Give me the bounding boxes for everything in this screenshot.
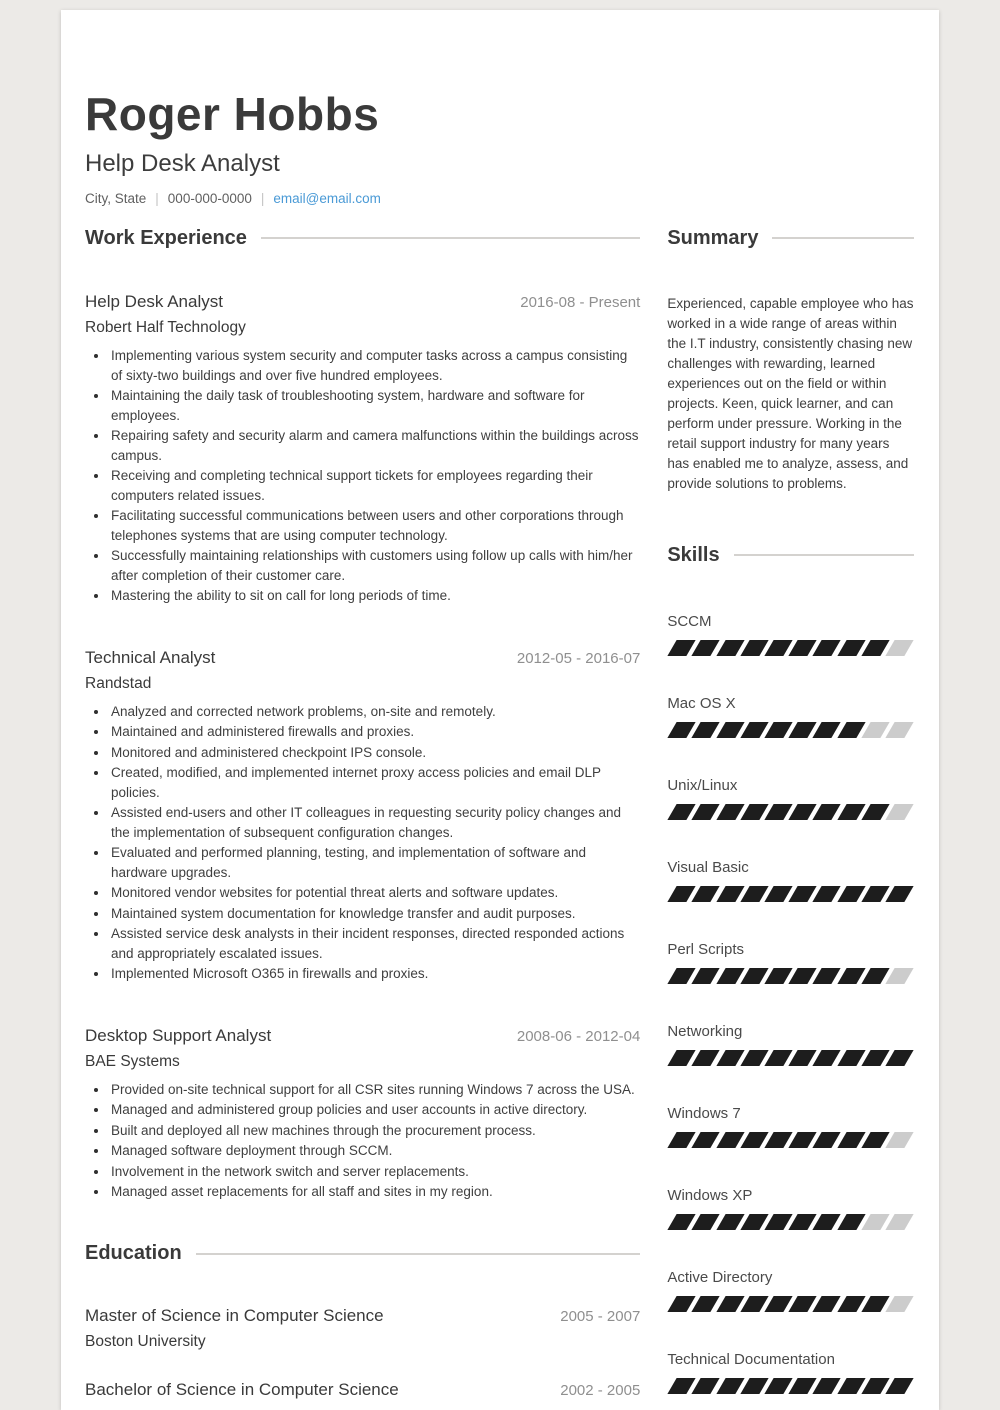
skill-bar-segment bbox=[716, 640, 744, 656]
skill-bar-segment bbox=[837, 640, 865, 656]
bullet-item: Evaluated and performed planning, testing, and implementation of software and hardware upgrades. bbox=[85, 843, 640, 882]
school-name: Boston University bbox=[85, 1332, 206, 1350]
job-header-row bbox=[85, 648, 640, 668]
heading-rule bbox=[772, 237, 914, 239]
skill-item bbox=[667, 1105, 914, 1148]
skill-item bbox=[667, 777, 914, 820]
skill-bar-segment bbox=[837, 968, 865, 984]
skill-item bbox=[667, 1269, 914, 1312]
job-title: Desktop Support Analyst bbox=[85, 1025, 272, 1045]
skill-item bbox=[667, 859, 914, 902]
skill-bar-segment bbox=[813, 1378, 841, 1394]
education-header-row bbox=[85, 1380, 640, 1400]
skill-item bbox=[667, 613, 914, 656]
degree-title: Bachelor of Science in Computer Science bbox=[85, 1379, 399, 1399]
bullet-item: Managed asset replacements for all staff and sites in my region. bbox=[85, 1182, 640, 1202]
skill-bar-segment bbox=[837, 1296, 865, 1312]
resume-page bbox=[61, 10, 939, 1410]
skill-bar-segment bbox=[813, 1214, 841, 1230]
skill-bar bbox=[667, 1296, 914, 1312]
job-dates: 2008-06 - 2012-04 bbox=[516, 1027, 641, 1045]
skill-bar-segment bbox=[716, 1296, 744, 1312]
skill-bar-segment bbox=[837, 1214, 865, 1230]
skill-label: Mac OS X bbox=[667, 695, 736, 712]
skill-bar-segment bbox=[813, 722, 841, 738]
bullet-item: Created, modified, and implemented internet proxy access policies and email DLP policies. bbox=[85, 763, 640, 802]
bullet-item: Maintained and administered firewalls and proxies. bbox=[85, 722, 640, 742]
summary-heading: Summary bbox=[667, 226, 759, 249]
skill-bar-segment bbox=[716, 804, 744, 820]
skill-bar-segment bbox=[885, 1132, 913, 1148]
skill-bar-segment bbox=[692, 1296, 720, 1312]
skill-bar bbox=[667, 886, 914, 902]
job-company: BAE Systems bbox=[85, 1052, 180, 1070]
bullet-item: Assisted service desk analysts in their incident responses, directed responded actions and appropriately escalated issues. bbox=[85, 924, 640, 963]
skill-bar-segment bbox=[885, 1296, 913, 1312]
skill-bar bbox=[667, 968, 914, 984]
bullet-item: Managed and administered group policies and user accounts in active directory. bbox=[85, 1100, 640, 1120]
heading-rule bbox=[261, 237, 640, 239]
skill-bar-segment bbox=[716, 722, 744, 738]
skill-bar bbox=[667, 1214, 914, 1230]
bullet-item: Maintaining the daily task of troubleshooting system, hardware and software for employees. bbox=[85, 386, 640, 425]
job-title: Technical Analyst bbox=[85, 647, 216, 667]
skill-bar bbox=[667, 1050, 914, 1066]
job-bullet-list bbox=[85, 702, 640, 984]
skill-bar bbox=[667, 722, 914, 738]
skill-item bbox=[667, 1351, 914, 1394]
job-bullet-list bbox=[85, 1080, 640, 1202]
degree-title: Master of Science in Computer Science bbox=[85, 1305, 384, 1325]
skill-bar-segment bbox=[692, 640, 720, 656]
bullet-item: Implementing various system security and computer tasks across a campus consisting of sixty-two buildings and over five hundred employees. bbox=[85, 346, 640, 385]
heading-rule bbox=[196, 1253, 641, 1255]
skill-label: Visual Basic bbox=[667, 859, 749, 876]
bullet-item: Receiving and completing technical support tickets for employees regarding their computers related issues. bbox=[85, 466, 640, 505]
job-dates: 2012-05 - 2016-07 bbox=[516, 649, 641, 667]
bullet-item: Repairing safety and security alarm and camera malfunctions within the buildings across campus. bbox=[85, 426, 640, 465]
bullet-item: Monitored vendor websites for potential threat alerts and software updates. bbox=[85, 883, 640, 903]
skill-bar-segment bbox=[885, 640, 913, 656]
person-job-title: Help Desk Analyst bbox=[85, 150, 280, 177]
skill-item bbox=[667, 1187, 914, 1230]
sidebar-column bbox=[667, 226, 914, 1407]
skill-bar-segment bbox=[692, 1214, 720, 1230]
skill-item bbox=[667, 941, 914, 984]
job-header-row bbox=[85, 1026, 640, 1046]
job-company: Randstad bbox=[85, 674, 152, 692]
bullet-item: Facilitating successful communications between users and other corporations through telephones systems that are using computer technology. bbox=[85, 506, 640, 545]
main-column bbox=[85, 226, 640, 1407]
skill-label: Windows XP bbox=[667, 1187, 753, 1204]
skill-label: Technical Documentation bbox=[667, 1351, 835, 1368]
bullet-item: Assisted end-users and other IT colleagues in requesting security policy changes and the implementation of subsequent configuration changes. bbox=[85, 803, 640, 842]
skill-bar-segment bbox=[885, 722, 913, 738]
heading-rule bbox=[734, 554, 914, 556]
skill-bar-segment bbox=[813, 1296, 841, 1312]
bullet-item: Managed software deployment through SCCM. bbox=[85, 1141, 640, 1161]
skill-bar-segment bbox=[885, 1378, 913, 1394]
skill-bar-segment bbox=[813, 1132, 841, 1148]
job-entry bbox=[85, 1026, 640, 1202]
skill-bar-segment bbox=[837, 1132, 865, 1148]
contact-separator: | bbox=[260, 191, 265, 206]
bullet-item: Implemented Microsoft O365 in firewalls and proxies. bbox=[85, 964, 640, 984]
skill-bar bbox=[667, 640, 914, 656]
summary-text: Experienced, capable employee who has worked in a wide range of areas within the I.T industry, consistently chasing new challenges with rewarding, learned experiences out on the field or within projects. Keen, quick learner, and can perform under pressure. Working in the retail support industry for many years has enabled me to analyze, assess, and provide solutions to problems. bbox=[667, 296, 914, 491]
skill-bar bbox=[667, 1132, 914, 1148]
skill-label: Active Directory bbox=[667, 1269, 773, 1286]
job-entry bbox=[85, 292, 640, 606]
bullet-item: Maintained system documentation for knowledge transfer and audit purposes. bbox=[85, 904, 640, 924]
skills-heading: Skills bbox=[667, 543, 720, 566]
job-entry bbox=[85, 648, 640, 984]
education-dates: 2002 - 2005 bbox=[560, 1381, 641, 1399]
contact-location: City, State bbox=[85, 191, 147, 206]
skill-bar-segment bbox=[885, 1214, 913, 1230]
contact-email-link[interactable]: email@email.com bbox=[273, 191, 381, 206]
skill-bar-segment bbox=[813, 886, 841, 902]
skill-bar-segment bbox=[692, 804, 720, 820]
work-experience-section-heading bbox=[85, 226, 640, 250]
bullet-item: Provided on-site technical support for all CSR sites running Windows 7 across the USA. bbox=[85, 1080, 640, 1100]
skill-bar-segment bbox=[885, 804, 913, 820]
skill-item bbox=[667, 1023, 914, 1066]
bullet-item: Built and deployed all new machines through the procurement process. bbox=[85, 1121, 640, 1141]
skill-label: Perl Scripts bbox=[667, 941, 744, 958]
skill-bar-segment bbox=[692, 1050, 720, 1066]
skill-bar-segment bbox=[692, 1378, 720, 1394]
skill-item bbox=[667, 695, 914, 738]
skill-bar-segment bbox=[716, 886, 744, 902]
contact-phone: 000-000-0000 bbox=[167, 191, 252, 206]
skill-bar-segment bbox=[813, 640, 841, 656]
person-name: Roger Hobbs bbox=[85, 88, 380, 140]
skill-label: SCCM bbox=[667, 613, 712, 630]
skill-bar bbox=[667, 804, 914, 820]
skill-label: Networking bbox=[667, 1023, 743, 1040]
skill-bar-segment bbox=[692, 1132, 720, 1148]
skill-bar-segment bbox=[813, 1050, 841, 1066]
skill-bar-segment bbox=[716, 1132, 744, 1148]
job-dates: 2016-08 - Present bbox=[520, 294, 641, 311]
skill-label: Unix/Linux bbox=[667, 777, 738, 794]
job-company: Robert Half Technology bbox=[85, 319, 246, 336]
education-entry bbox=[85, 1306, 640, 1351]
contact-separator: | bbox=[155, 191, 159, 206]
skill-bar-segment bbox=[716, 968, 744, 984]
skill-bar-segment bbox=[837, 886, 865, 902]
resume-header bbox=[85, 90, 914, 206]
bullet-item: Involvement in the network switch and server replacements. bbox=[85, 1162, 640, 1182]
bullet-item: Analyzed and corrected network problems, on-site and remotely. bbox=[85, 702, 640, 722]
skill-bar-segment bbox=[692, 968, 720, 984]
skill-bar-segment bbox=[813, 968, 841, 984]
bullet-item: Successfully maintaining relationships with customers using follow up calls with him/her after completion of their customer care. bbox=[85, 546, 640, 585]
skill-bar-segment bbox=[885, 968, 913, 984]
skill-bar-segment bbox=[692, 722, 720, 738]
bullet-item: Monitored and administered checkpoint IPS console. bbox=[85, 743, 640, 763]
skill-bar-segment bbox=[837, 804, 865, 820]
skills-section-heading bbox=[667, 543, 914, 567]
skill-label: Windows 7 bbox=[667, 1105, 741, 1122]
bullet-item: Mastering the ability to sit on call for long periods of time. bbox=[85, 586, 640, 606]
skill-bar-segment bbox=[837, 1378, 865, 1394]
work-experience-heading: Work Experience bbox=[85, 226, 247, 249]
job-title: Help Desk Analyst bbox=[85, 292, 223, 311]
skill-bar-segment bbox=[837, 722, 865, 738]
skill-bar-segment bbox=[692, 886, 720, 902]
two-column-layout bbox=[85, 226, 914, 1407]
education-section-heading bbox=[85, 1242, 640, 1266]
skill-bar-segment bbox=[885, 886, 913, 902]
skill-bar-segment bbox=[885, 1050, 913, 1066]
skill-bar-segment bbox=[716, 1378, 744, 1394]
skill-bar-segment bbox=[716, 1214, 744, 1230]
skill-bar-segment bbox=[716, 1050, 744, 1066]
skill-bar-segment bbox=[813, 804, 841, 820]
summary-section-heading bbox=[667, 226, 914, 250]
job-header-row bbox=[85, 292, 640, 312]
education-entry bbox=[85, 1380, 640, 1400]
education-dates: 2005 - 2007 bbox=[560, 1307, 641, 1325]
skill-bar bbox=[667, 1378, 914, 1394]
education-header-row bbox=[85, 1306, 640, 1326]
education-heading: Education bbox=[85, 1242, 182, 1264]
job-bullet-list bbox=[85, 346, 640, 606]
contact-line bbox=[85, 191, 914, 206]
skill-bar-segment bbox=[837, 1050, 865, 1066]
